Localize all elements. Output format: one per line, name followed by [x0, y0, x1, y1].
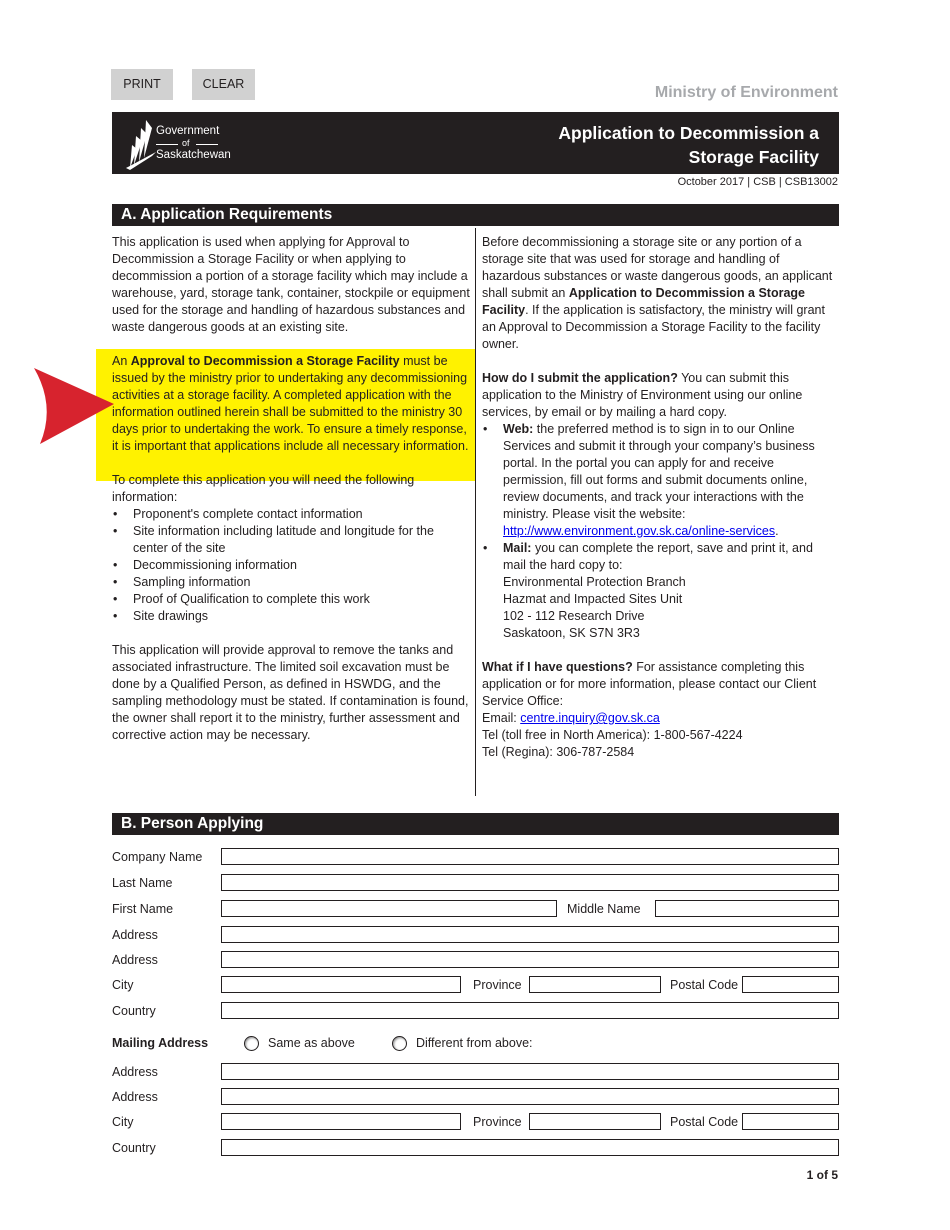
mailing-address-label-2: Address	[112, 1090, 158, 1104]
country-input[interactable]	[221, 1002, 839, 1019]
logo-rule-right	[196, 144, 218, 145]
web-label: Web:	[503, 422, 534, 436]
intro-paragraph: This application is used when applying for Approval to Decommission a Storage Facility or when applying to decommission a portion of a storage facility which may include a warehouse, yard, storage tank, container, stockpile or equipment used for the storage and handling of hazardous substances and waste dangerous goods at an existing site.	[112, 235, 470, 334]
logo-line-of: of	[182, 138, 190, 148]
submit-methods	[482, 421, 838, 642]
province-label: Province	[473, 978, 522, 992]
company-name-input[interactable]	[221, 848, 839, 865]
highlight-post: must be issued by the ministry prior to undertaking any decommissioning activities at a storage facility. A completed application with the information outlined herein shall be submitted to the ministry 30 days prior to undertaking the work. To ensure a timely response, it is important that applications include all necessary information.	[112, 354, 469, 453]
highlight-pre: An	[112, 354, 131, 368]
list-item-mail	[482, 540, 838, 642]
logo-line-of-row	[156, 138, 231, 149]
red-arrow-icon	[34, 368, 114, 444]
last-name-input[interactable]	[221, 874, 839, 891]
section-a-left-column	[112, 234, 472, 744]
list-item: • Decommissioning information	[112, 557, 472, 574]
address-label: Address	[112, 928, 158, 942]
mailing-postal-code-input[interactable]	[742, 1113, 839, 1130]
document-meta: October 2017 | CSB | CSB13002	[677, 176, 838, 188]
mailing-country-label: Country	[112, 1141, 156, 1155]
address-line2-input[interactable]	[221, 951, 839, 968]
postal-code-label: Postal Code	[670, 978, 739, 992]
needs-list	[112, 506, 472, 625]
address-label: Address	[112, 953, 158, 967]
print-button[interactable]: PRINT	[111, 69, 173, 100]
province-input[interactable]	[529, 976, 661, 993]
mailing-address-label: Mailing Address	[112, 1036, 209, 1050]
mailing-country-input[interactable]	[221, 1139, 839, 1156]
needs-intro: To complete this application you will need the following information:	[112, 473, 415, 504]
section-a-heading: A. Application Requirements	[112, 204, 839, 226]
logo-rule-left	[156, 144, 178, 145]
ministry-name: Ministry of Environment	[654, 84, 838, 101]
tel-toll-line: Tel (toll free in North America): 1-800-567-4224	[482, 728, 743, 742]
logo-line-saskatchewan: Saskatchewan	[156, 149, 231, 161]
submit-text: You can submit this application to the Ministry of Environment using our online services, by email or by mailing a hard copy.	[482, 371, 803, 419]
middle-name-input[interactable]	[655, 900, 839, 917]
same-as-above-radio[interactable]	[244, 1036, 259, 1051]
mailing-city-input[interactable]	[221, 1113, 461, 1130]
before-paragraph	[482, 234, 838, 353]
first-name-label: First Name	[112, 902, 174, 916]
mailing-city-label: City	[112, 1115, 134, 1129]
header-bar	[112, 112, 839, 174]
mailing-address-line1-input[interactable]	[221, 1063, 839, 1080]
before-post: . If the application is satisfactory, the ministry will grant an Approval to Decommission a Storage Facility to the facility owner.	[482, 303, 825, 351]
mailing-address-line2-input[interactable]	[221, 1088, 839, 1105]
tel-regina-line: Tel (Regina): 306-787-2584	[482, 745, 635, 759]
same-as-above-label: Same as above	[268, 1036, 355, 1050]
city-input[interactable]	[221, 976, 461, 993]
page-number: 1 of 5	[806, 1168, 838, 1182]
highlight-bold: Approval to Decommission a Storage Facility	[130, 354, 400, 368]
clear-button[interactable]: CLEAR	[192, 69, 255, 100]
questions-paragraph	[482, 659, 838, 710]
middle-name-label: Middle Name	[567, 902, 641, 916]
list-item: • Site information including latitude and longitude for the center of the site	[112, 523, 472, 557]
company-name-label: Company Name	[112, 850, 203, 864]
mail-address-line: Hazmat and Impacted Sites Unit	[503, 592, 683, 606]
highlight-paragraph	[112, 353, 472, 455]
email-link[interactable]: centre.inquiry@gov.sk.ca	[520, 711, 660, 725]
approval-paragraph: This application will provide approval to remove the tanks and associated infrastructure. The limited soil excavation must be done by a Qualified Person, as defined in HSWDG, and the sampling methodology must be stated. If contamination is found, the owner shall report it to the ministry, further assessment and corrective action may be necessary.	[112, 643, 469, 742]
mail-label: Mail:	[503, 541, 532, 555]
document-title-line1: Application to Decommission a	[558, 123, 819, 143]
mailing-postal-code-label: Postal Code	[670, 1115, 739, 1129]
before-bold: Application to Decommission a Storage Facility	[482, 286, 806, 317]
list-item: • Sampling information	[112, 574, 472, 591]
submit-paragraph	[482, 370, 838, 421]
address-line1-input[interactable]	[221, 926, 839, 943]
postal-code-input[interactable]	[742, 976, 839, 993]
different-from-above-radio[interactable]	[392, 1036, 407, 1051]
list-item: • Proof of Qualification to complete this work	[112, 591, 472, 608]
different-from-above-label: Different from above:	[416, 1036, 533, 1050]
mailing-address-label-1: Address	[112, 1065, 158, 1079]
online-services-link[interactable]: http://www.environment.gov.sk.ca/online-services	[503, 524, 776, 538]
city-label: City	[112, 978, 134, 992]
document-title-line2: Storage Facility	[688, 147, 819, 167]
document-title	[558, 121, 819, 169]
column-divider	[475, 228, 476, 796]
mail-address-line: Environmental Protection Branch	[503, 575, 686, 589]
before-pre: Before decommissioning a storage site or any portion of a storage site that was used for storage and handling of hazardous substances or waste dangerous goods, an applicant shall submit an	[482, 235, 833, 300]
logo-line-government: Government	[156, 125, 220, 137]
web-text: the preferred method is to sign in to our Online Services and submit it through your company’s business portal. In the portal you can apply for and receive permission, fill out forms and submit documents online, review documents, and track your interactions with the ministry. Please visit the website:	[503, 422, 815, 521]
mail-address-line: Saskatoon, SK S7N 3R3	[503, 626, 640, 640]
questions-text: For assistance completing this application or for more information, please contact our Client Service Office:	[482, 660, 817, 708]
mailing-province-input[interactable]	[529, 1113, 661, 1130]
mailing-province-label: Province	[473, 1115, 522, 1129]
mail-address-line: 102 - 112 Research Drive	[503, 609, 645, 623]
section-a-right-column	[482, 234, 838, 761]
section-b-heading: B. Person Applying	[112, 813, 839, 835]
list-item: • Proponent's complete contact information	[112, 506, 472, 523]
country-label: Country	[112, 1004, 156, 1018]
first-name-input[interactable]	[221, 900, 557, 917]
email-line	[482, 710, 838, 727]
list-item: • Site drawings	[112, 608, 472, 625]
questions-question: What if I have questions?	[482, 660, 633, 674]
mail-text: you can complete the report, save and print it, and mail the hard copy to:	[503, 541, 813, 572]
list-item-web: • Web: the preferred method is to sign in to our Online Services and submit it through your company’s business portal. In the portal you can apply for and receive permission, fill out forms and submit documents online, review documents, and track your interactions with the ministry. Please visit the website: http://www.environment.gov.sk.ca/online-services.	[482, 421, 838, 540]
email-label: Email:	[482, 711, 521, 725]
logo-text	[156, 125, 231, 162]
last-name-label: Last Name	[112, 876, 173, 890]
submit-question: How do I submit the application?	[482, 371, 678, 385]
